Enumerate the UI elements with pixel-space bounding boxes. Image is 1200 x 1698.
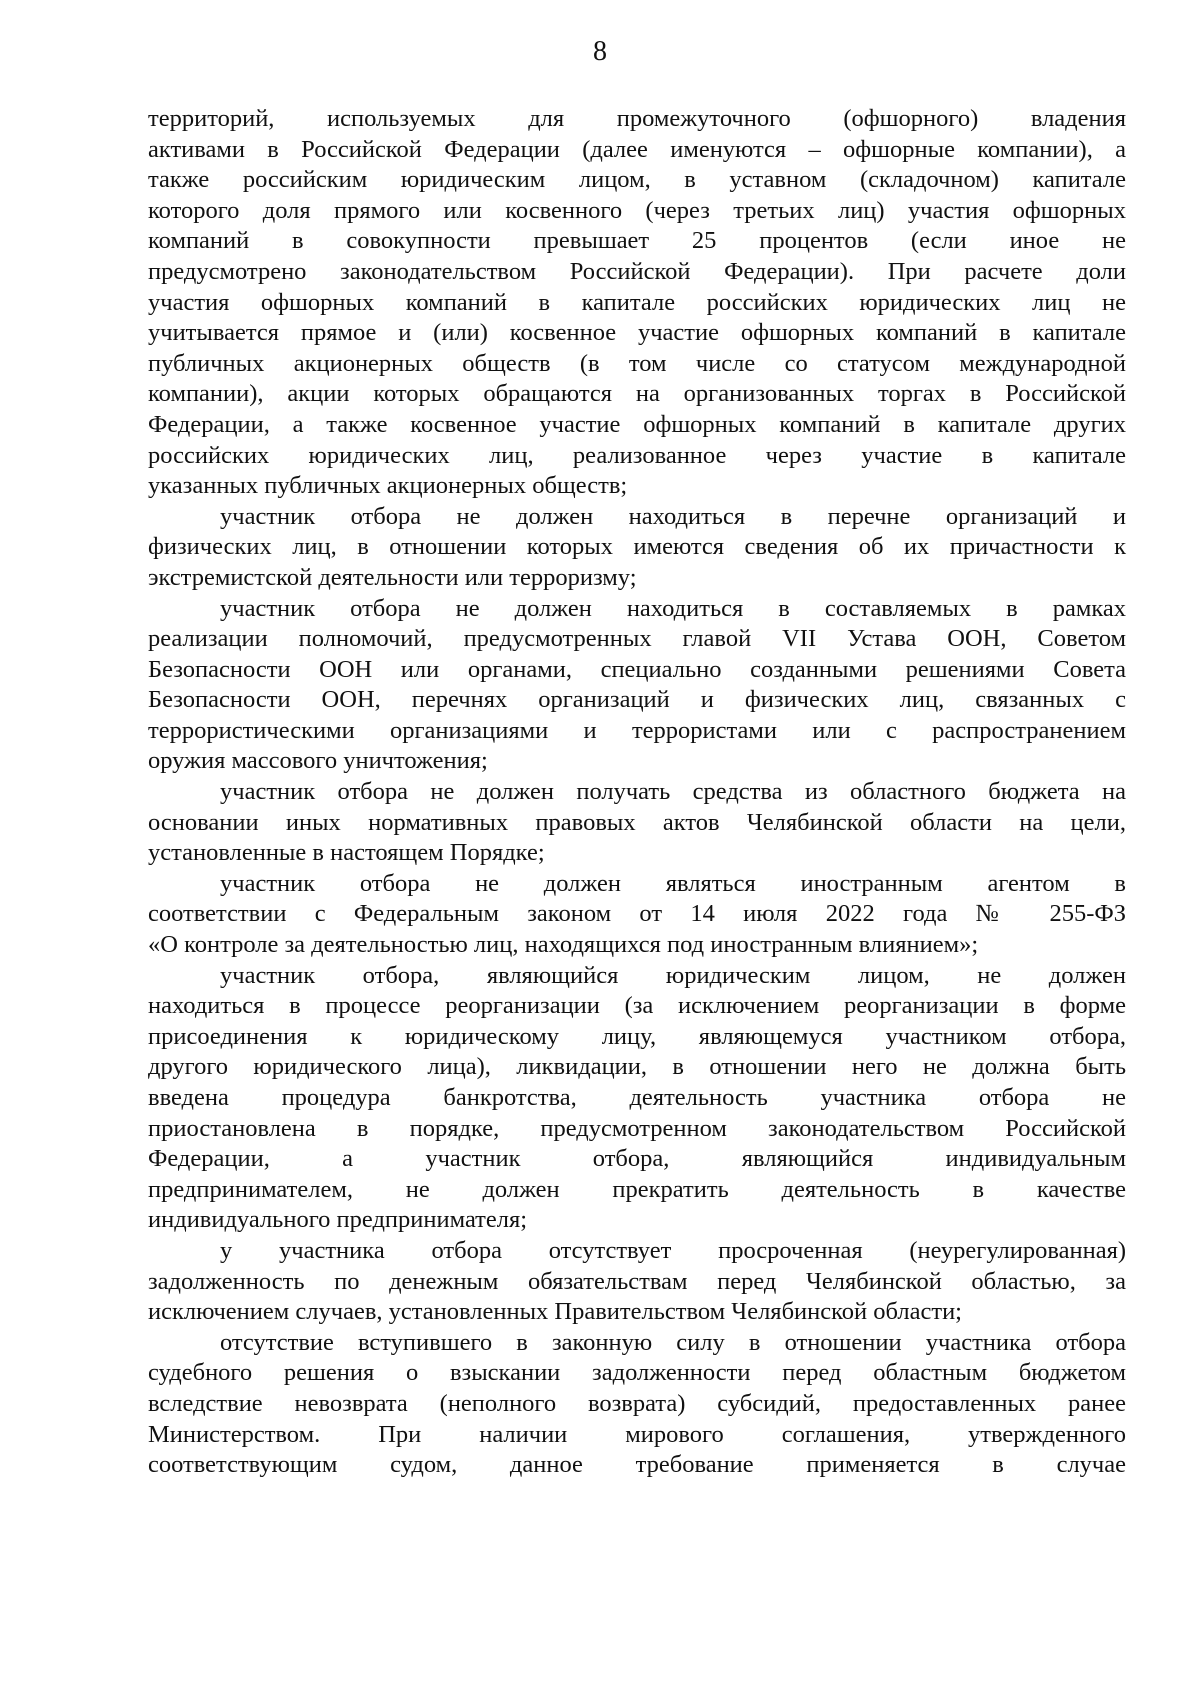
- text-line: «О контроле за деятельностью лиц, находящихся под иностранным влиянием»;: [148, 931, 979, 959]
- text-line: Безопасности ООН, перечнях организаций и физических лиц, связанных с: [148, 686, 1126, 714]
- text-line: находиться в процессе реорганизации (за исключением реорганизации в форме: [148, 992, 1126, 1020]
- text-line: судебного решения о взыскании задолженности перед областным бюджетом: [148, 1359, 1126, 1387]
- text-line: компании), акции которых обращаются на организованных торгах в Российской: [148, 380, 1126, 408]
- text-line: Федерации, а участник отбора, являющийся индивидуальным: [148, 1145, 1126, 1173]
- text-line: предусмотрено законодательством Российской Федерации). При расчете доли: [148, 257, 1126, 285]
- text-line: участник отбора, являющийся юридическим лицом, не должен: [220, 961, 1126, 989]
- text-line: вследствие невозврата (неполного возврата) субсидий, предоставленных ранее: [148, 1389, 1126, 1417]
- text-line: участник отбора не должен находиться в перечне организаций и: [220, 502, 1126, 530]
- text-line: соответствии с Федеральным законом от 14 июля 2022 года № 255-ФЗ: [148, 900, 1126, 928]
- text-line: компаний в совокупности превышает 25 процентов (если иное не: [148, 227, 1126, 255]
- text-line: активами в Российской Федерации (далее именуются – офшорные компании), а: [148, 135, 1126, 163]
- text-line: Министерством. При наличии мирового соглашения, утвержденного: [148, 1420, 1126, 1448]
- text-line: введена процедура банкротства, деятельность участника отбора не: [148, 1084, 1126, 1111]
- text-line: участия офшорных компаний в капитале российских юридических лиц не: [148, 288, 1126, 316]
- text-line: участник отбора не должен получать средства из областного бюджета на: [220, 778, 1126, 806]
- text-line: российских юридических лиц, реализованное через участие в капитале: [148, 441, 1126, 469]
- text-line: исключением случаев, установленных Правительством Челябинской области;: [148, 1298, 962, 1326]
- text-line: Безопасности ООН или органами, специально созданными решениями Совета: [148, 655, 1126, 683]
- text-line: физических лиц, в отношении которых имеются сведения об их причастности к: [148, 533, 1126, 561]
- text-line: также российским юридическим лицом, в уставном (складочном) капитале: [148, 166, 1126, 194]
- text-line: которого доля прямого или косвенного (через третьих лиц) участия офшорных: [148, 196, 1126, 224]
- text-line: оружия массового уничтожения;: [148, 747, 488, 775]
- page-number: 8: [593, 36, 607, 67]
- text-line: у участника отбора отсутствует просроченная (неурегулированная): [220, 1236, 1126, 1264]
- text-line: установленные в настоящем Порядке;: [148, 839, 545, 867]
- text-line: реализации полномочий, предусмотренных главой VII Устава ООН, Советом: [148, 625, 1126, 653]
- text-line: Федерации, а также косвенное участие офшорных компаний в капитале других: [148, 410, 1126, 438]
- text-line: участник отбора не должен являться иностранным агентом в: [220, 869, 1126, 897]
- text-line: территорий, используемых для промежуточного (офшорного) владения: [148, 105, 1126, 132]
- text-line: указанных публичных акционерных обществ;: [148, 472, 628, 500]
- text-line: публичных акционерных обществ (в том числе со статусом международной: [148, 349, 1126, 377]
- text-line: индивидуального предпринимателя;: [148, 1206, 528, 1234]
- text-line: предпринимателем, не должен прекратить деятельность в качестве: [148, 1175, 1126, 1203]
- text-line: учитывается прямое и (или) косвенное участие офшорных компаний в капитале: [148, 319, 1126, 347]
- body-text: [148, 104, 1126, 1481]
- text-line: соответствующим судом, данное требование применяется в случае: [148, 1451, 1126, 1479]
- text-line: задолженность по денежным обязательствам перед Челябинской областью, за: [148, 1267, 1126, 1295]
- text-line: присоединения к юридическому лицу, являющемуся участником отбора,: [148, 1022, 1126, 1050]
- text-line: приостановлена в порядке, предусмотренном законодательством Российской: [148, 1114, 1126, 1142]
- text-line: участник отбора не должен находиться в составляемых в рамках: [220, 594, 1126, 622]
- text-line: экстремистской деятельности или терроризму;: [148, 563, 637, 591]
- text-line: другого юридического лица), ликвидации, в отношении него не должна быть: [148, 1053, 1126, 1081]
- text-line: основании иных нормативных правовых актов Челябинской области на цели,: [148, 808, 1126, 836]
- text-line: отсутствие вступившего в законную силу в отношении участника отбора: [220, 1328, 1126, 1356]
- text-line: террористическими организациями и террористами или с распространением: [148, 716, 1126, 744]
